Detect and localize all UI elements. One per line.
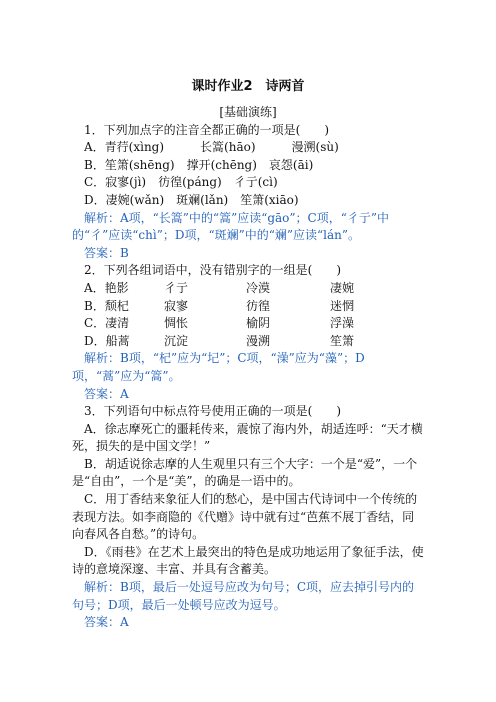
q2-c-2: 惆怅 — [164, 316, 189, 331]
q1-option-a: A．青荇(xìng) 长篙(hāo) 漫溯(sù) — [84, 140, 339, 155]
q1-option-b: B．笙箫(shēng) 撑开(chēng) 哀怨(āi) — [84, 157, 314, 172]
q2-a-3: 冷漠 — [246, 280, 271, 295]
q3-option-c: C．用丁香结来象征人们的愁心，是中国古代诗词中一个传统的表现方法。如李商隐的《代赠》诗中就有过“芭蕉不展丁香结，同向春风各自愁。”的诗句。 — [72, 492, 418, 542]
section-heading: [基础演练] — [219, 105, 277, 119]
q2-answer: 答案：A — [84, 386, 129, 401]
q3-answer: 答案：A — [84, 615, 129, 630]
q1-stem: 1．下列加点字的注音全都正确的一项是( ) — [84, 122, 329, 137]
q1-explanation: 解析：A项，“长篙”中的“篙”应读“gāo”；C项，“彳亍”中的“彳”应读“chì”；D项，“斑斓”中的“斓”应读“lán”。 — [72, 210, 389, 243]
q1-answer: 答案：B — [84, 245, 129, 260]
page-title: 课时作业2 诗两首 — [191, 79, 305, 94]
q2-b-3: 彷徨 — [246, 298, 271, 313]
q2-d-1: D．船蒿 — [84, 333, 130, 348]
worksheet-content — [72, 104, 424, 632]
q2-a-4: 凄婉 — [330, 280, 355, 295]
q1-option-d: D．凄婉(wǎn) 斑斓(lǎn) 笙箫(xiāo) — [84, 192, 299, 207]
q3-option-d: D．《雨巷》在艺术上最突出的特色是成功地运用了象征手法，使诗的意境深邃、丰富、并具有含蓄美。 — [72, 544, 424, 577]
q2-c-1: C．凄清 — [84, 316, 130, 331]
q2-c-3: 榆阴 — [246, 316, 271, 331]
q1-option-c: C．寂寥(jì) 彷徨(páng) 彳亍(cì) — [84, 175, 278, 190]
q2-d-4: 笙箫 — [330, 333, 355, 348]
q2-b-1: B．颓杞 — [84, 298, 129, 313]
q3-option-b: B．胡适说徐志摩的人生观里只有三个大字：一个是“爱”，一个是“自由”，一个是“美”，的确是一语中的。 — [72, 456, 418, 489]
q2-d-3: 漫溯 — [246, 333, 271, 348]
q2-d-2: 沉淀 — [164, 333, 189, 348]
q2-c-4: 浮澡 — [330, 316, 355, 331]
q2-explanation: 解析：B项，“杞”应为“圮”；C项，“澡”应为“藻”；D项，“蒿”应为“篙”。 — [72, 351, 365, 383]
q2-b-2: 寂寥 — [164, 298, 189, 313]
q2-options — [72, 280, 424, 350]
q2-stem: 2．下列各组词语中，没有错别字的一组是( ) — [84, 263, 341, 278]
q3-option-a: A．徐志摩死亡的噩耗传来，震惊了海内外，胡适连呼：“天才横死，损失的是中国文学！” — [72, 421, 423, 454]
q3-stem: 3．下列语句中标点符号使用正确的一项是( ) — [84, 404, 341, 419]
q2-b-4: 迷惘 — [330, 298, 355, 313]
q3-explanation: 解析：B项，最后一处逗号应改为句号；C项，应去掉引号内的句号；D项，最后一处顿号应改为逗号。 — [72, 580, 415, 612]
q2-a-1: A．艳影 — [84, 280, 129, 295]
q2-a-2: 彳亍 — [164, 280, 189, 295]
